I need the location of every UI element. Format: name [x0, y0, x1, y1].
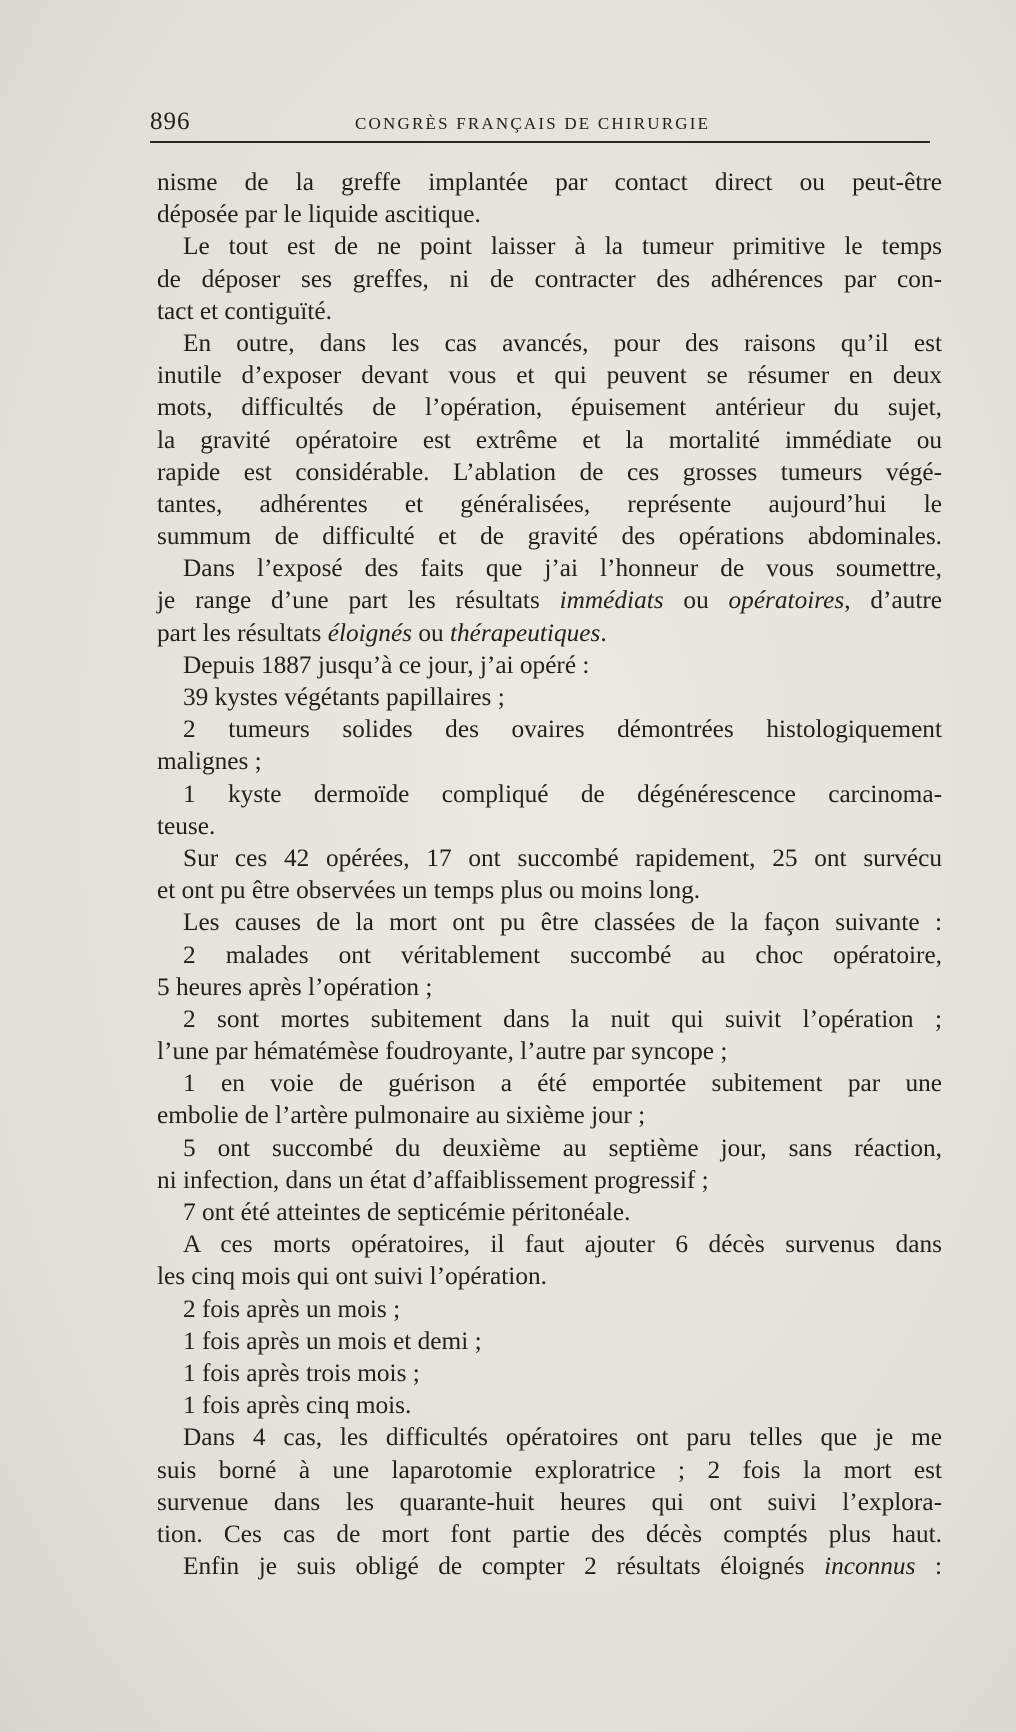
- text-line: [157, 1003, 942, 1035]
- italic-text: inconnus: [824, 1552, 916, 1581]
- text-segment: 1 fois après un mois et demi ;: [183, 1326, 482, 1355]
- text-segment: 2 sont mortes subitement dans la nuit qui suivit l’opération ;: [183, 1004, 942, 1033]
- text-line: [157, 295, 942, 327]
- text-segment: part les résultats: [157, 618, 328, 647]
- text-line: [157, 1099, 942, 1131]
- text-segment: A ces morts opératoires, il faut ajouter 6 décès survenus dans: [183, 1230, 942, 1259]
- text-segment: En outre, dans les cas avancés, pour des raisons qu’il est: [183, 328, 942, 357]
- text-segment: 7 ont été atteintes de septicémie péritonéale.: [183, 1198, 631, 1226]
- text-line: [157, 649, 942, 681]
- text-line: [157, 713, 942, 745]
- text-segment: Depuis 1887 jusqu’à ce jour, j’ai opéré :: [183, 650, 590, 679]
- text-line: [157, 1228, 942, 1260]
- text-segment: la gravité opératoire est extrême et la mortalité immédiate ou: [157, 425, 942, 454]
- page-number: 896: [150, 108, 191, 135]
- italic-text: opératoires: [728, 586, 845, 615]
- text-line: [157, 456, 942, 488]
- text-line: [157, 1196, 942, 1228]
- text-segment: Le tout est de ne point laisser à la tumeur primitive le temps: [183, 232, 942, 261]
- text-line: [157, 359, 942, 391]
- text-segment: Dans 4 cas, les difficultés opératoires ont paru telles que je me: [183, 1423, 942, 1452]
- text-segment: ou: [412, 618, 450, 647]
- text-segment: inutile d’exposer devant vous et qui peuvent se résumer en deux: [157, 361, 942, 390]
- text-line: [157, 230, 942, 262]
- text-line: [157, 1325, 942, 1357]
- text-segment: tact et contiguïté.: [157, 296, 332, 325]
- text-line: [157, 874, 942, 906]
- text-segment: 1 kyste dermoïde compliqué de dégénérescence carcinoma-: [183, 779, 942, 808]
- text-segment: 1 fois après trois mois ;: [183, 1358, 420, 1387]
- text-segment: 2 malades ont véritablement succombé au choc opératoire,: [183, 940, 942, 969]
- italic-text: éloignés: [327, 618, 413, 647]
- text-line: [157, 552, 942, 584]
- text-line: [157, 198, 942, 230]
- text-line: [157, 1518, 942, 1550]
- running-title: CONGRÈS FRANÇAIS DE CHIRURGIE: [355, 114, 711, 133]
- text-segment: 5 heures après l’opération ;: [157, 972, 433, 1001]
- text-segment: ni infection, dans un état d’affaiblissement progressif ;: [157, 1165, 709, 1194]
- text-line: [157, 263, 942, 295]
- text-line: [157, 1260, 942, 1292]
- text-segment: et ont pu être observées un temps plus ou moins long.: [157, 876, 701, 905]
- text-line: [157, 1421, 942, 1453]
- text-line: [157, 1293, 942, 1325]
- text-segment: survenue dans les quarante-huit heures qui ont suivi l’explora-: [157, 1487, 942, 1516]
- text-segment: , d’autre: [844, 586, 942, 615]
- text-line: [157, 1389, 942, 1421]
- text-line: [157, 778, 942, 810]
- text-segment: de déposer ses greffes, ni de contracter des adhérences par con-: [157, 264, 942, 293]
- text-line: [157, 166, 942, 198]
- text-line: [157, 745, 942, 777]
- text-line: [157, 1164, 942, 1196]
- text-line: [157, 1357, 942, 1389]
- page-header: [150, 104, 930, 140]
- text-segment: tion. Ces cas de mort font partie des décès comptés plus haut.: [157, 1519, 942, 1548]
- text-segment: ou: [663, 586, 729, 615]
- text-line: [157, 1486, 942, 1518]
- body-text: [157, 166, 942, 1582]
- text-segment: 5 ont succombé du deuxième au septième jour, sans réaction,: [183, 1133, 942, 1162]
- text-line: [157, 327, 942, 359]
- text-segment: déposée par le liquide ascitique.: [157, 200, 481, 229]
- italic-text: immédiats: [559, 586, 664, 615]
- text-segment: tantes, adhérentes et généralisées, représente aujourd’hui le: [157, 489, 942, 518]
- text-segment: mots, difficultés de l’opération, épuisement antérieur du sujet,: [157, 393, 942, 422]
- text-line: [157, 842, 942, 874]
- text-segment: je range d’une part les résultats: [157, 586, 560, 615]
- text-line: [157, 488, 942, 520]
- text-segment: .: [600, 618, 607, 647]
- text-segment: Enfin je suis obligé de compter 2 résultats éloignés: [183, 1552, 825, 1581]
- text-line: [157, 424, 942, 456]
- text-line: [157, 810, 942, 842]
- italic-text: thérapeutiques: [449, 618, 601, 647]
- text-line: [157, 617, 942, 649]
- text-line: [157, 391, 942, 423]
- text-line: [157, 1550, 942, 1582]
- text-segment: 1 fois après cinq mois.: [183, 1391, 412, 1420]
- text-segment: l’une par hématémèse foudroyante, l’autre par syncope ;: [157, 1037, 728, 1066]
- text-line: [157, 971, 942, 1003]
- text-segment: :: [915, 1552, 943, 1581]
- text-segment: 39 kystes végétants papillaires ;: [183, 683, 505, 711]
- text-segment: summum de difficulté et de gravité des opérations abdominales.: [157, 522, 942, 551]
- text-segment: embolie de l’artère pulmonaire au sixième jour ;: [157, 1101, 646, 1130]
- text-line: [157, 1132, 942, 1164]
- text-line: [157, 939, 942, 971]
- text-segment: Dans l’exposé des faits que j’ai l’honneur de vous soumettre,: [183, 554, 942, 583]
- text-segment: rapide est considérable. L’ablation de ces grosses tumeurs végé-: [157, 457, 942, 486]
- text-segment: 2 fois après un mois ;: [183, 1294, 401, 1323]
- text-segment: Sur ces 42 opérées, 17 ont succombé rapidement, 25 ont survécu: [183, 843, 942, 872]
- text-line: [157, 1067, 942, 1099]
- text-segment: nisme de la greffe implantée par contact direct ou peut-être: [157, 168, 942, 196]
- text-segment: les cinq mois qui ont suivi l’opération.: [157, 1262, 547, 1291]
- text-segment: 2 tumeurs solides des ovaires démontrées histologiquement: [183, 715, 942, 744]
- text-line: [157, 681, 942, 713]
- text-segment: Les causes de la mort ont pu être classées de la façon suivante :: [183, 908, 942, 937]
- text-segment: teuse.: [157, 811, 216, 840]
- header-rule: [150, 141, 930, 143]
- text-segment: suis borné à une laparotomie exploratrice ; 2 fois la mort est: [157, 1455, 942, 1484]
- text-line: [157, 906, 942, 938]
- text-line: [157, 520, 942, 552]
- text-line: [157, 1035, 942, 1067]
- text-line: [157, 1454, 942, 1486]
- text-segment: malignes ;: [157, 747, 262, 776]
- text-segment: 1 en voie de guérison a été emportée subitement par une: [183, 1069, 942, 1098]
- text-line: [157, 584, 942, 616]
